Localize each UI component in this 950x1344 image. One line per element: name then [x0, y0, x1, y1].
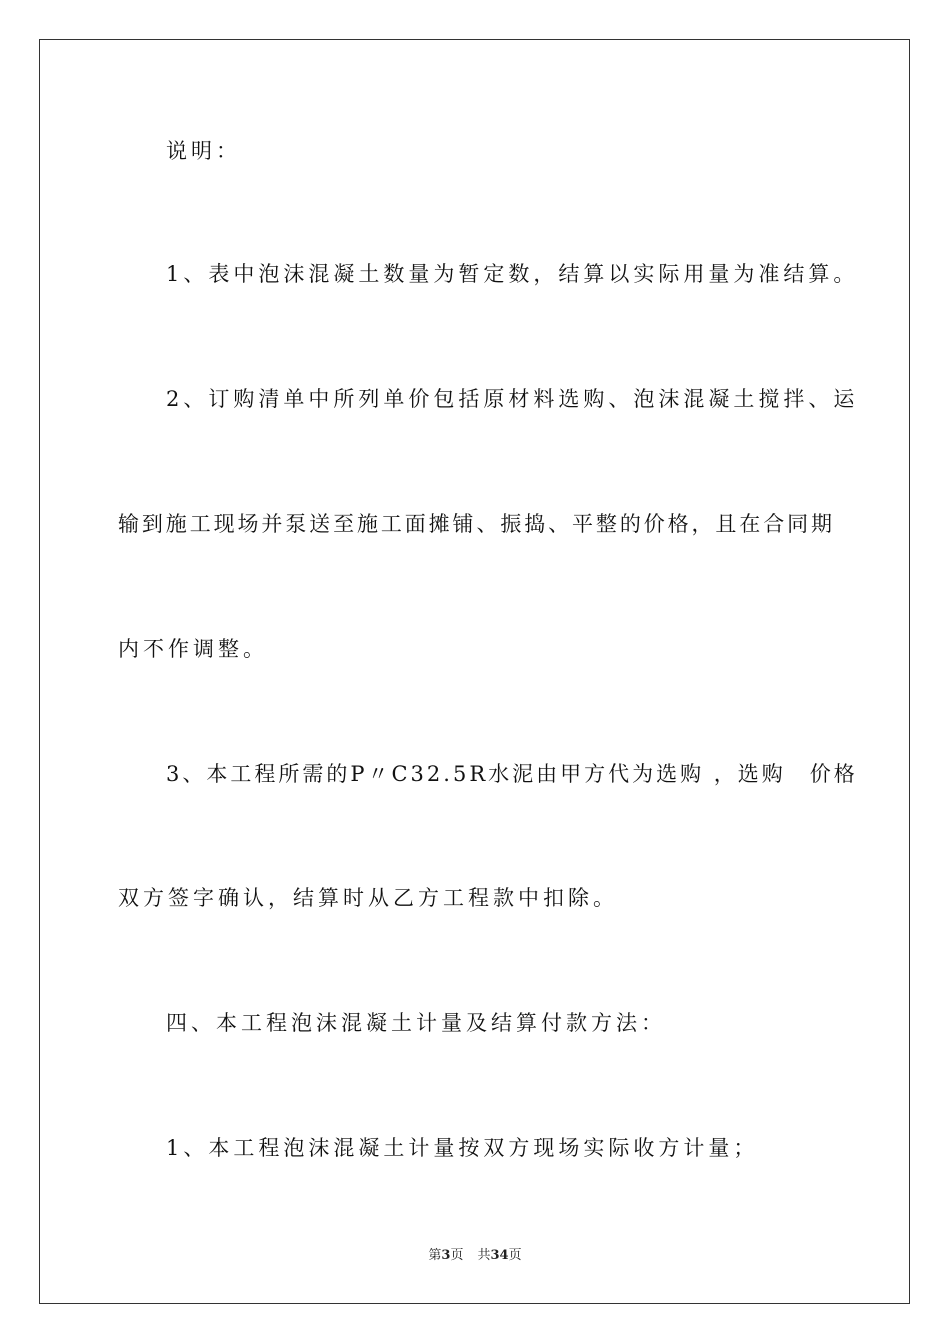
current-page-number: 3: [441, 1248, 451, 1263]
paragraph-1: 1、表中泡沫混凝土数量为暂定数，结算以实际用量为准结算。: [166, 262, 859, 286]
paragraph-2-line-1: 2、订购清单中所列单价包括原材料选购、泡沫混凝土搅拌、运: [166, 387, 859, 411]
page-footer: [0, 1247, 950, 1265]
total-page-count: 34: [490, 1248, 509, 1263]
page-unit: 页: [450, 1248, 464, 1263]
page-border: [39, 39, 910, 1304]
total-unit: 页: [508, 1248, 522, 1263]
paragraph-3-line-2: 双方签字确认，结算时从乙方工程款中扣除。: [118, 886, 618, 910]
note-heading: 说明：: [166, 139, 241, 163]
page-prefix: 第: [428, 1248, 442, 1263]
section-4-paragraph-1: 1、本工程泡沫混凝土计量按双方现场实际收方计量；: [166, 1136, 759, 1160]
paragraph-3-line-1: 3、本工程所需的P〃C32.5R水泥由甲方代为选购 ，选购 价格: [166, 762, 858, 786]
paragraph-2-line-2: 输到施工现场并泵送至施工面摊铺、振捣、平整的价格，且在合同期: [118, 512, 832, 536]
paragraph-2-line-3: 内不作调整。: [118, 637, 268, 661]
total-prefix: 共: [477, 1248, 491, 1263]
section-4-heading: 四、本工程泡沫混凝土计量及结算付款方法：: [166, 1011, 666, 1035]
